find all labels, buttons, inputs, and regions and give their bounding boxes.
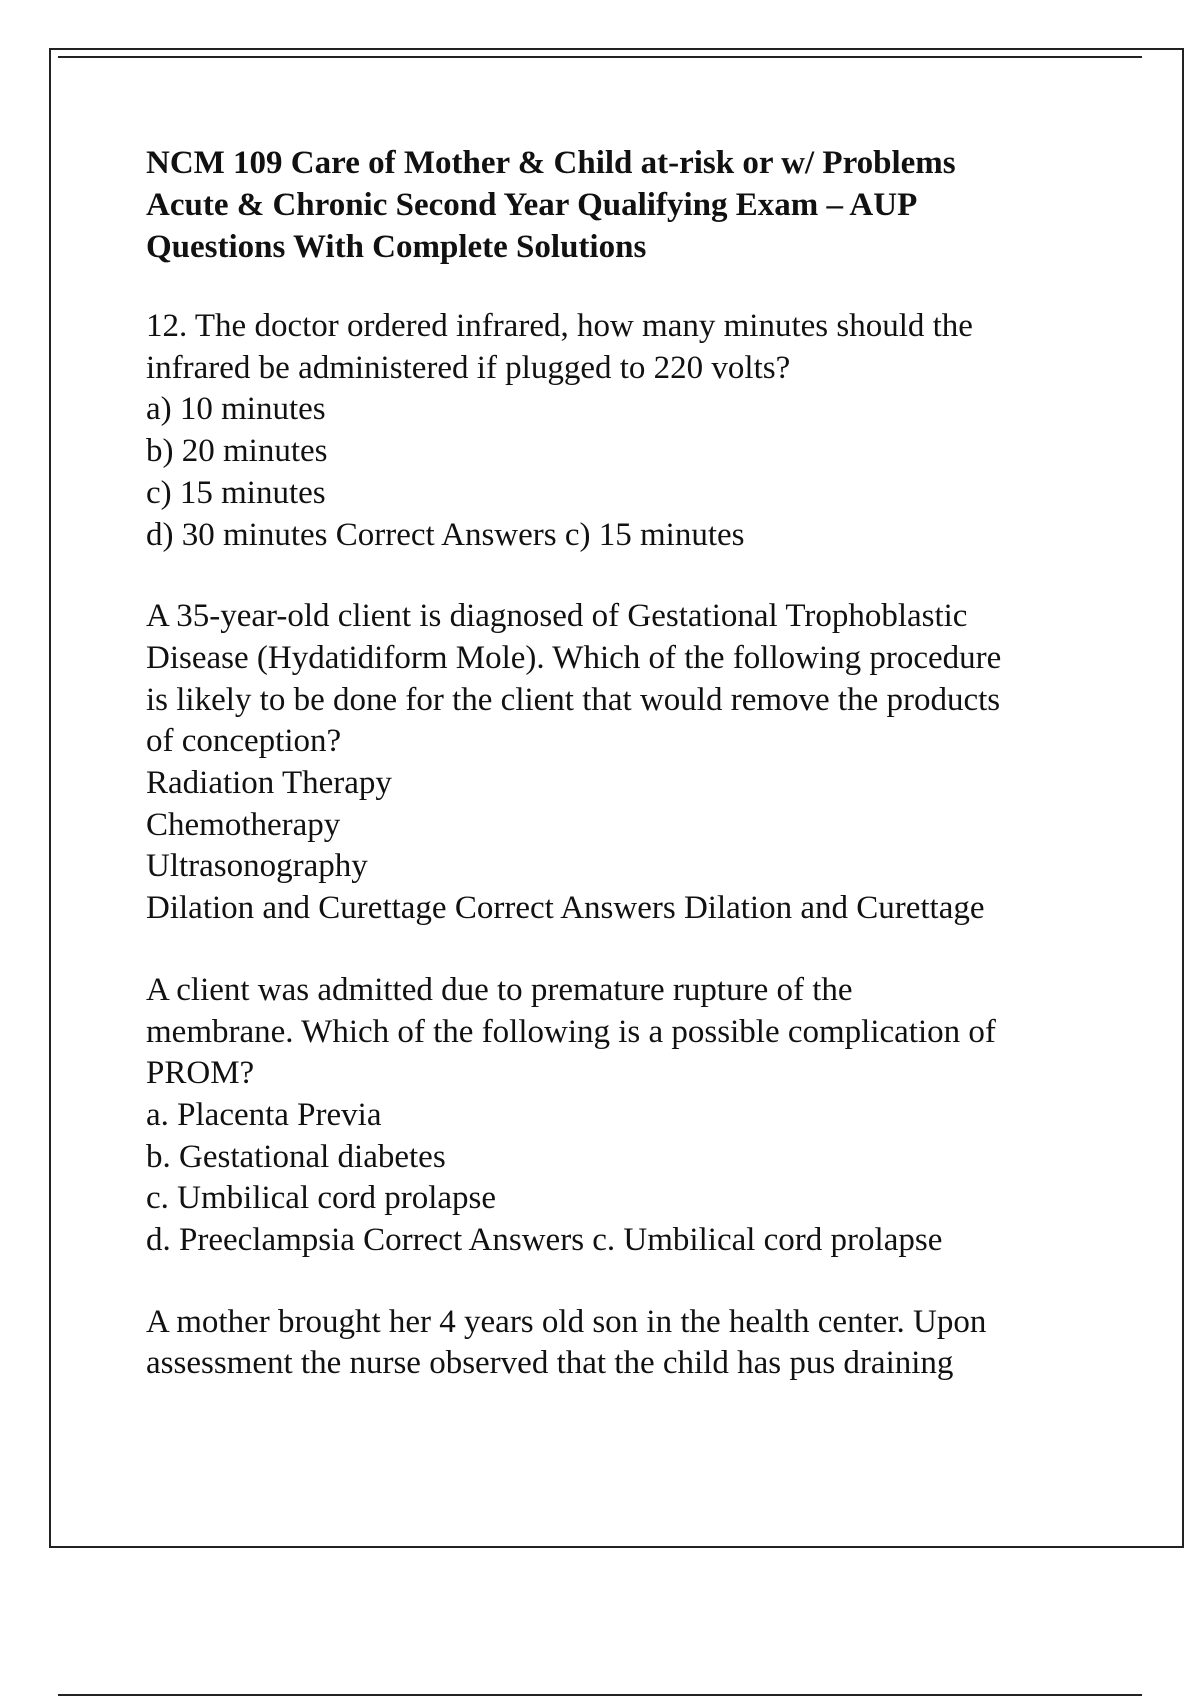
answer-option-with-correct-answer: Dilation and Curettage Correct Answers Dilation and Curettage [146, 890, 985, 927]
answer-option: a. Placenta Previa [146, 1096, 382, 1133]
question-line: membrane. Which of the following is a possible complication of [146, 1013, 996, 1050]
title-line: Questions With Complete Solutions [146, 229, 647, 265]
answer-option: Chemotherapy [146, 806, 341, 843]
question-block [146, 596, 1146, 930]
answer-option: Ultrasonography [146, 848, 368, 885]
question-line: PROM? [146, 1055, 255, 1092]
question-line: is likely to be done for the client that would remove the products [146, 681, 1001, 718]
bottom-rule [58, 1694, 1142, 1696]
answer-option: c. Umbilical cord prolapse [146, 1180, 497, 1217]
question-block [146, 970, 1146, 1262]
answer-option: b. Gestational diabetes [146, 1138, 446, 1175]
title-line: Acute & Chronic Second Year Qualifying Exam – AUP [146, 187, 918, 223]
question-line: assessment the nurse observed that the child has pus draining [146, 1345, 954, 1382]
answer-option: b) 20 minutes [146, 433, 328, 470]
document-content [146, 142, 1146, 1425]
question-line: A mother brought her 4 years old son in the health center. Upon [146, 1303, 987, 1340]
question-line: A 35-year-old client is diagnosed of Gestational Trophoblastic [146, 598, 968, 635]
question-block [146, 306, 1146, 556]
question-line: of conception? [146, 723, 342, 760]
document-title [146, 142, 1146, 268]
answer-option-with-correct-answer: d) 30 minutes Correct Answers c) 15 minutes [146, 516, 745, 553]
answer-option: Radiation Therapy [146, 765, 392, 802]
question-line: Disease (Hydatidiform Mole). Which of the following procedure [146, 639, 1002, 676]
answer-option: a) 10 minutes [146, 391, 326, 428]
question-block [146, 1302, 1146, 1385]
question-line: A client was admitted due to premature rupture of the [146, 971, 853, 1008]
top-rule [58, 56, 1142, 58]
question-line: infrared be administered if plugged to 220 volts? [146, 349, 791, 386]
title-line: NCM 109 Care of Mother & Child at-risk or w/ Problems [146, 145, 956, 181]
question-line: 12. The doctor ordered infrared, how many minutes should the [146, 308, 973, 344]
answer-option-with-correct-answer: d. Preeclampsia Correct Answers c. Umbilical cord prolapse [146, 1222, 943, 1259]
answer-option: c) 15 minutes [146, 474, 326, 511]
